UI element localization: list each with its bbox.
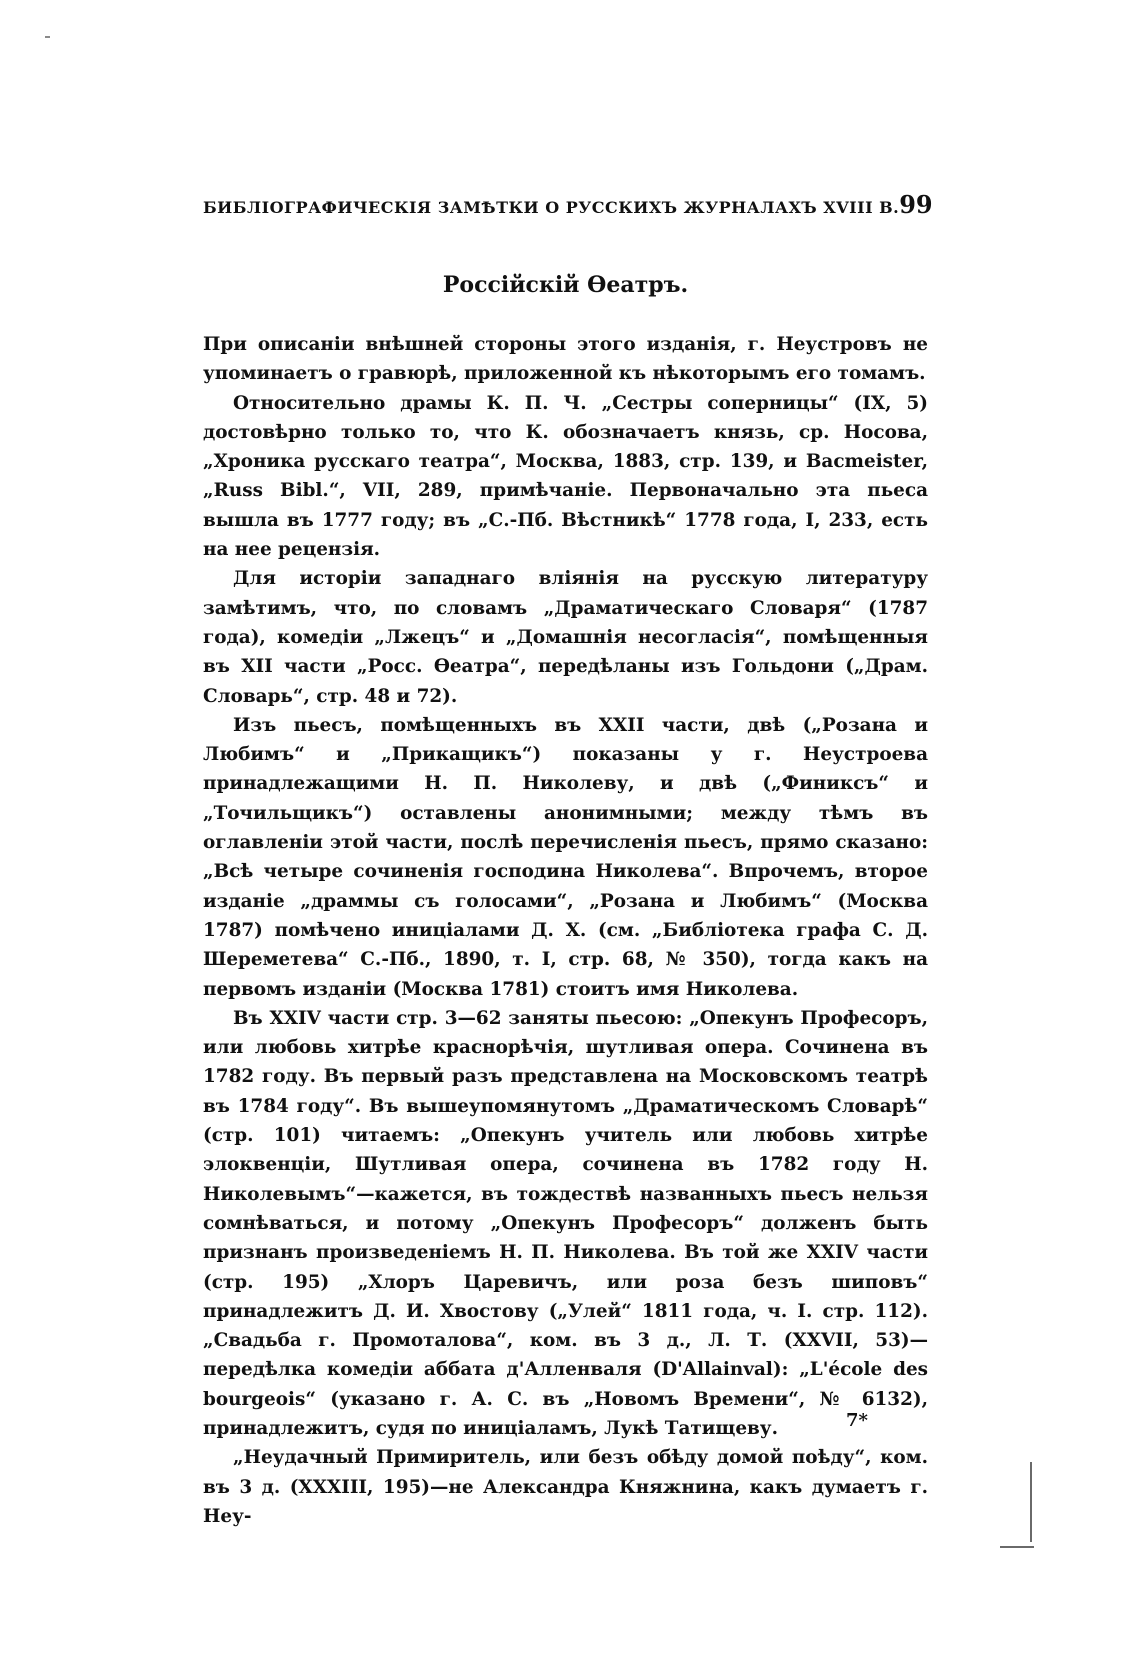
section-title: Россійскій Ѳеатръ. bbox=[442, 272, 689, 298]
body-text bbox=[203, 330, 928, 1531]
paragraph: „Неудачный Примиритель, или безъ обѣду домой поѣду“, ком. въ 3 д. (XXXIII, 195)—не Александра Княжнина, какъ думаетъ г. Неу- bbox=[203, 1447, 928, 1527]
scan-artifact-horizontal-line bbox=[1000, 1546, 1034, 1548]
signature-mark: 7* bbox=[846, 1410, 868, 1431]
paragraph: При описаніи внѣшней стороны этого изданія, г. Неустровъ не упоминаетъ о гравюрѣ, приложенной къ нѣкоторымъ его томамъ. bbox=[203, 334, 928, 385]
running-head: БИБЛІОГРАФИЧЕСКІЯ ЗАМѢТКИ О РУССКИХЪ ЖУРНАЛАХЪ XVIII В. bbox=[203, 198, 900, 217]
page-header bbox=[203, 190, 933, 230]
page-number: 99 bbox=[899, 190, 933, 219]
scan-artifact-vertical-line bbox=[1030, 1462, 1032, 1542]
scan-artifact-dot bbox=[45, 36, 50, 38]
paragraph: Изъ пьесъ, помѣщенныхъ въ XXII части, двѣ („Розана и Любимъ“ и „Прикащикъ“) показаны у г. Неустроева принадлежащими Н. П. Николеву, и двѣ („Финиксъ“ и „Точильщикъ“) оставлены анонимными; между тѣмъ въ оглавленіи этой части, послѣ перечисленія пьесъ, прямо сказано: „Всѣ четыре сочиненія господина Николева“. Впрочемъ, второе изданіе „драммы съ голосами“, „Розана и Любимъ“ (Москва 1787) помѣчено иниціалами Д. Х. (см. „Библіотека графа С. Д. Шереметева“ С.-Пб., 1890, т. I, стр. 68, № 350), тогда какъ на первомъ изданіи (Москва 1781) стоитъ имя Николева. bbox=[203, 714, 928, 1000]
paragraph: Въ XXIV части стр. 3—62 заняты пьесою: „Опекунъ Професоръ, или любовь хитрѣе краснорѣчія, шутливая опера. Сочинена въ 1782 году. Въ первый разъ представлена на Московскомъ театрѣ въ 1784 году“. Въ вышеупомянутомъ „Драматическомъ Словарѣ“ (стр. 101) читаемъ: „Опекунъ учитель или любовь хитрѣе элоквенціи, Шутливая опера, сочинена въ 1782 году Н. Николевымъ“—кажется, въ тождествѣ названныхъ пьесъ нельзя сомнѣваться, и потому „Опекунъ Професоръ“ долженъ быть признанъ произведеніемъ Н. П. Николева. Въ той же XXIV части (стр. 195) „Хлоръ Царевичъ, или роза безъ шиповъ“ принадлежитъ Д. И. Хвостову („Улей“ 1811 года, ч. I. стр. 112). „Свадьба г. Промоталова“, ком. въ 3 д., Л. Т. (XXVII, 53)—передѣлка комедіи аббата д'Алленваля (D'Allainval): „L'école des bourgeois“ (указано г. А. С. въ „Новомъ Времени“, № 6132), принадлежитъ, судя по иниціаламъ, Лукѣ Татищеву. bbox=[203, 1007, 928, 1439]
paragraph: Для исторіи западнаго вліянія на русскую литературу замѣтимъ, что, по словамъ „Драматическаго Словаря“ (1787 года), комедіи „Лжецъ“ и „Домашнія несогласія“, помѣщенныя въ XII части „Росс. Ѳеатра“, передѣланы изъ Гольдони („Драм. Словарь“, стр. 48 и 72). bbox=[203, 568, 928, 707]
paragraph: Относительно драмы К. П. Ч. „Сестры соперницы“ (IX, 5) достовѣрно только то, что К. обозначаетъ князь, ср. Носова, „Хроника русскаго театра“, Москва, 1883, стр. 139, и Bacmeister, „Russ Bibl.“, VII, 289, примѣчаніе. Первоначально эта пьеса вышла въ 1777 году; въ „С.-Пб. Вѣстникѣ“ 1778 года, I, 233, есть на нее рецензія. bbox=[203, 392, 928, 561]
